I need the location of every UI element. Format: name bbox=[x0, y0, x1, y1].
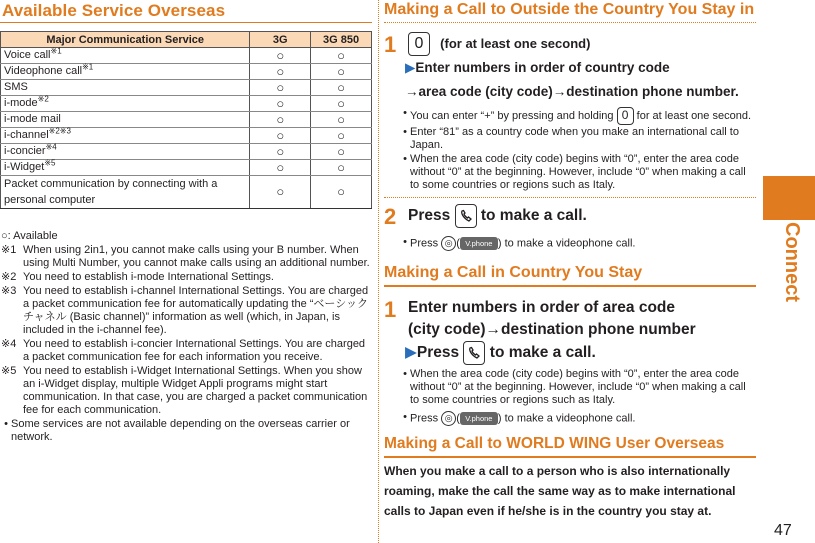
note-item: • You can enter “+” by pressing and holding 0 for at least one second. bbox=[400, 107, 756, 125]
vphone-softkey-icon: V.phone bbox=[460, 237, 498, 250]
call-key-icon bbox=[455, 204, 477, 228]
camera-key-icon: ◎ bbox=[441, 411, 456, 426]
service-name: SMS bbox=[1, 80, 250, 96]
zero-key-icon: 0 bbox=[617, 107, 634, 125]
footnote-mark: ※3 bbox=[1, 285, 17, 297]
availability-3g: ○ bbox=[250, 176, 311, 209]
bullet-mark: • bbox=[4, 418, 8, 430]
availability-3g: ○ bbox=[250, 128, 311, 144]
table-row bbox=[1, 128, 372, 144]
footnote-mark: ※4 bbox=[1, 338, 17, 350]
availability-3g850: ○ bbox=[311, 144, 372, 160]
footnote bbox=[1, 285, 373, 337]
availability-3g: ○ bbox=[250, 96, 311, 112]
service-name: Videophone call$^{※1}$ bbox=[1, 64, 250, 80]
footnote-text: You need to establish i-Widget International Settings. When you show an i-Widget display, multiple Widget Appli programs might start communication. In that case, you are charged a packet communication fee for each communication. bbox=[23, 365, 368, 416]
availability-3g850: ○ bbox=[311, 64, 372, 80]
footnote-text: You need to establish i-mode International Settings. bbox=[23, 271, 274, 283]
header-service: Major Communication Service bbox=[1, 32, 250, 48]
step-number: 1 bbox=[384, 32, 397, 57]
service-name: Voice call$^{※1}$ bbox=[1, 48, 250, 64]
table-row bbox=[1, 112, 372, 128]
table-row bbox=[1, 96, 372, 112]
dotted-rule bbox=[384, 197, 756, 198]
availability-3g850: ○ bbox=[311, 80, 372, 96]
legend: ○: Available bbox=[1, 230, 58, 242]
service-name: i-mode$^{※2}$ bbox=[1, 96, 250, 112]
table-row bbox=[1, 144, 372, 160]
dotted-rule bbox=[384, 22, 756, 23]
service-name: i-channel$^{※2※3}$ bbox=[1, 128, 250, 144]
arrow-triangle-icon: ▶ bbox=[405, 60, 416, 76]
camera-key-icon: ◎ bbox=[441, 236, 456, 251]
footnote-text: When using 2in1, you cannot make calls using your B number. When using Multi Number, you cannot make calls using an additional number. bbox=[23, 244, 370, 269]
column-divider bbox=[378, 0, 379, 543]
availability-3g850: ○ bbox=[311, 112, 372, 128]
availability-3g: ○ bbox=[250, 112, 311, 128]
availability-3g: ○ bbox=[250, 80, 311, 96]
step-line-1: Enter numbers in order of area code bbox=[408, 299, 676, 317]
table-row bbox=[1, 176, 372, 209]
step2-note: • Press ◎ ( V.phone ) to make a videophone call. bbox=[403, 236, 636, 250]
footnotes bbox=[1, 230, 373, 444]
title-underline bbox=[0, 22, 372, 23]
availability-3g850: ○ bbox=[311, 48, 372, 64]
world-wing-body: When you make a call to a person who is also internationally roaming, make the call the same way as to make international calls to Japan even if he/she is in the country you stay at. bbox=[384, 464, 736, 519]
solid-rule bbox=[384, 285, 756, 287]
section-title-world-wing: Making a Call to WORLD WING User Overseas bbox=[384, 435, 725, 453]
availability-3g850: ○ bbox=[311, 160, 372, 176]
table-row bbox=[1, 48, 372, 64]
note-item: • Enter “81” as a country code when you make an international call to Japan. bbox=[403, 126, 739, 152]
availability-3g850: ○ bbox=[311, 176, 372, 209]
step-1-in-country: 1 Enter numbers in order of area code (city code)→destination phone number ▶Press to make a call. bbox=[384, 297, 756, 365]
step-1-outside bbox=[384, 32, 756, 104]
footnote bbox=[1, 271, 373, 284]
section-title-in-country: Making a Call in Country You Stay bbox=[384, 264, 643, 282]
in-country-notes bbox=[400, 368, 756, 426]
note-item: • When the area code (city code) begins with “0”, enter the area code without “0” at the beginning. However, include “0” when making a call to some countries or regions such as Italy. bbox=[403, 368, 746, 407]
page-number: 47 bbox=[774, 522, 792, 539]
step1-notes bbox=[400, 107, 756, 192]
footnote-mark: ※2 bbox=[1, 271, 17, 283]
footnote-text: You need to establish i-concier International Settings. You are charged a packet communication fee for each information you receive. bbox=[23, 338, 366, 363]
solid-rule bbox=[384, 456, 756, 458]
side-tab-label bbox=[760, 222, 808, 312]
footnote-mark: ※5 bbox=[1, 365, 17, 377]
left-column bbox=[0, 0, 374, 21]
table-row bbox=[1, 64, 372, 80]
availability-3g: ○ bbox=[250, 160, 311, 176]
section-title-available-service: Available Service Overseas bbox=[2, 1, 226, 20]
zero-key-icon: 0 bbox=[408, 32, 430, 56]
footnote bbox=[1, 244, 373, 270]
svg-text:Connect: Connect bbox=[781, 222, 803, 302]
availability-3g850: ○ bbox=[311, 128, 372, 144]
note-item: • Press ◎ ( V.phone ) to make a videophone call. bbox=[403, 411, 636, 425]
availability-3g850: ○ bbox=[311, 96, 372, 112]
service-name: i-concier$^{※4}$ bbox=[1, 144, 250, 160]
footnote-text: You need to establish i-channel International Settings. You are charged a packet communication fee for automatically updating the “ベーシックチャネル (Basic channel)” information as well (which, in Japan, is included in the i-channel fee). bbox=[23, 285, 369, 336]
right-column bbox=[384, 0, 756, 521]
hold-instruction: (for at least one second) bbox=[440, 36, 591, 51]
bullet-text: Some services are not available depending on the overseas carrier or network. bbox=[11, 418, 350, 443]
table-row bbox=[1, 80, 372, 96]
step-2-outside: 2 Press to make a call. bbox=[384, 204, 587, 230]
step-line-2: Enter numbers in order of country code bbox=[415, 60, 670, 76]
arrow-triangle-icon: ▶ bbox=[405, 344, 417, 362]
bullet-note bbox=[1, 418, 373, 444]
step-number: 1 bbox=[384, 297, 397, 323]
table-header-row bbox=[1, 32, 372, 48]
availability-3g: ○ bbox=[250, 48, 311, 64]
availability-3g: ○ bbox=[250, 64, 311, 80]
service-name: i-Widget$^{※5}$ bbox=[1, 160, 250, 176]
service-table bbox=[0, 31, 372, 209]
step-number: 2 bbox=[384, 204, 397, 230]
call-key-icon bbox=[463, 341, 485, 365]
step-line-2: (city code)→destination phone number bbox=[408, 321, 696, 339]
footnote-mark: ※1 bbox=[1, 244, 17, 256]
header-3g: 3G bbox=[250, 32, 311, 48]
service-name: i-mode mail bbox=[1, 112, 250, 128]
vphone-softkey-icon: V.phone bbox=[460, 412, 498, 425]
side-tab bbox=[763, 176, 815, 220]
section-title-outside-country: Making a Call to Outside the Country You Stay in bbox=[384, 1, 755, 18]
footnote bbox=[1, 365, 373, 417]
service-name: Packet communication by connecting with a personal computer bbox=[1, 176, 250, 209]
availability-3g: ○ bbox=[250, 144, 311, 160]
footnote bbox=[1, 338, 373, 364]
header-3g850: 3G 850 bbox=[311, 32, 372, 48]
step-line-3: →area code (city code)→destination phone number. bbox=[405, 84, 739, 100]
table-row bbox=[1, 160, 372, 176]
note-item: • When the area code (city code) begins with “0”, enter the area code without “0” at the beginning. However, include “0” when making a call to some countries or regions such as Italy. bbox=[403, 153, 746, 192]
